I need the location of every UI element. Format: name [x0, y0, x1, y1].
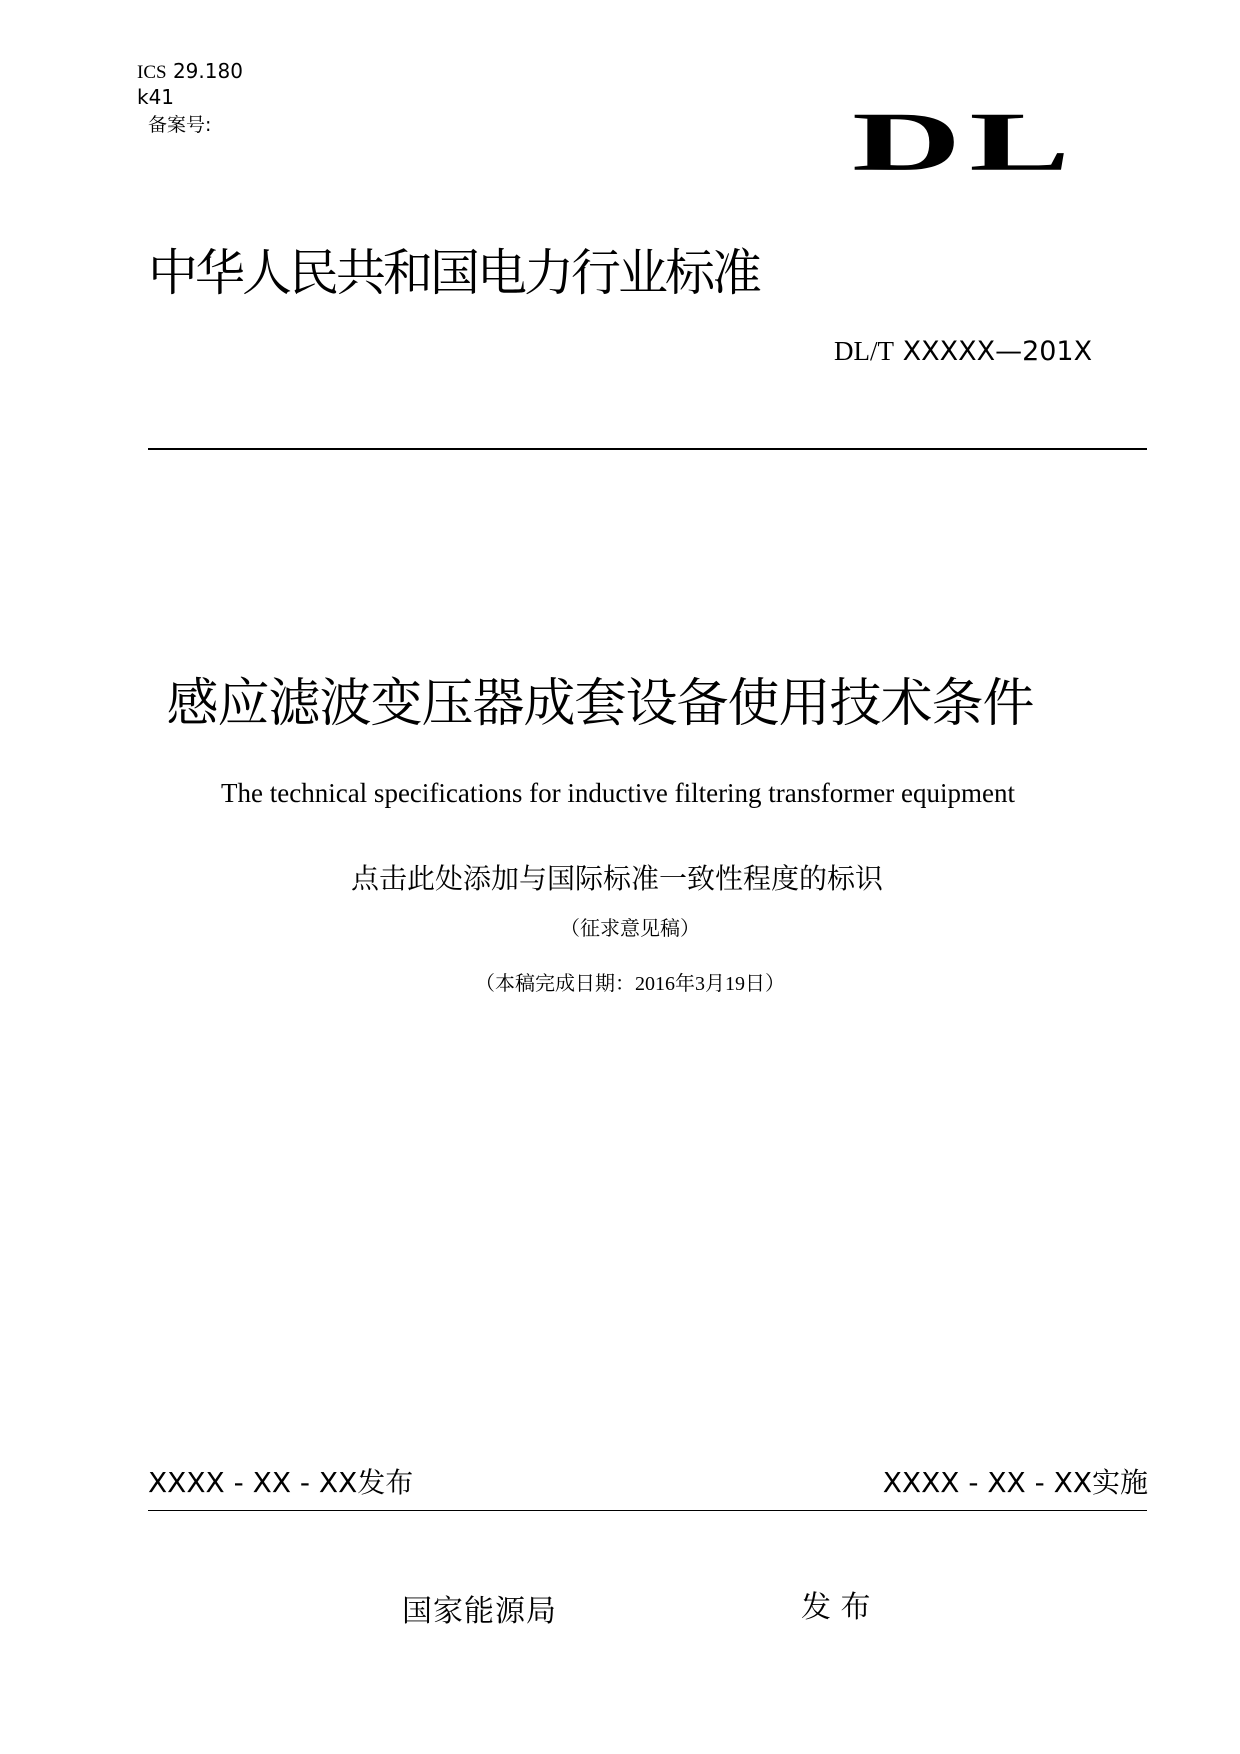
standard-number-prefix: DL/T: [834, 336, 894, 366]
effective-date: XXXX - XX - XX实施: [882, 1466, 1148, 1499]
ics-classification: [137, 58, 243, 86]
document-title-cn: 感应滤波变压器成套设备使用技术条件: [166, 674, 1034, 734]
consistency-note[interactable]: 点击此处添加与国际标准一致性程度的标识: [350, 864, 883, 895]
ics-code: 29.180: [172, 59, 243, 83]
issuing-authority: 国家能源局: [402, 1594, 557, 1629]
standard-number: [834, 334, 1092, 369]
ics-label: ICS: [137, 62, 167, 83]
document-title-en: The technical specifications for inductive filtering transformer equipment: [221, 778, 1015, 808]
standard-category-title: 中华人民共和国电力行业标准: [148, 244, 759, 302]
record-number-label: 备案号:: [148, 114, 212, 136]
draft-status: （征求意见稿）: [560, 918, 700, 940]
ccs-code: k41: [137, 85, 175, 109]
header-divider: [148, 448, 1147, 450]
footer-divider: [148, 1510, 1147, 1511]
publish-date: XXXX - XX - XX发布: [148, 1466, 414, 1499]
dl-logo: DL: [852, 95, 1079, 189]
standard-number-value: XXXXX—201X: [902, 336, 1093, 367]
issue-label: 发 布: [801, 1590, 871, 1625]
completion-date: （本稿完成日期：2016年3月19日）: [475, 973, 785, 995]
